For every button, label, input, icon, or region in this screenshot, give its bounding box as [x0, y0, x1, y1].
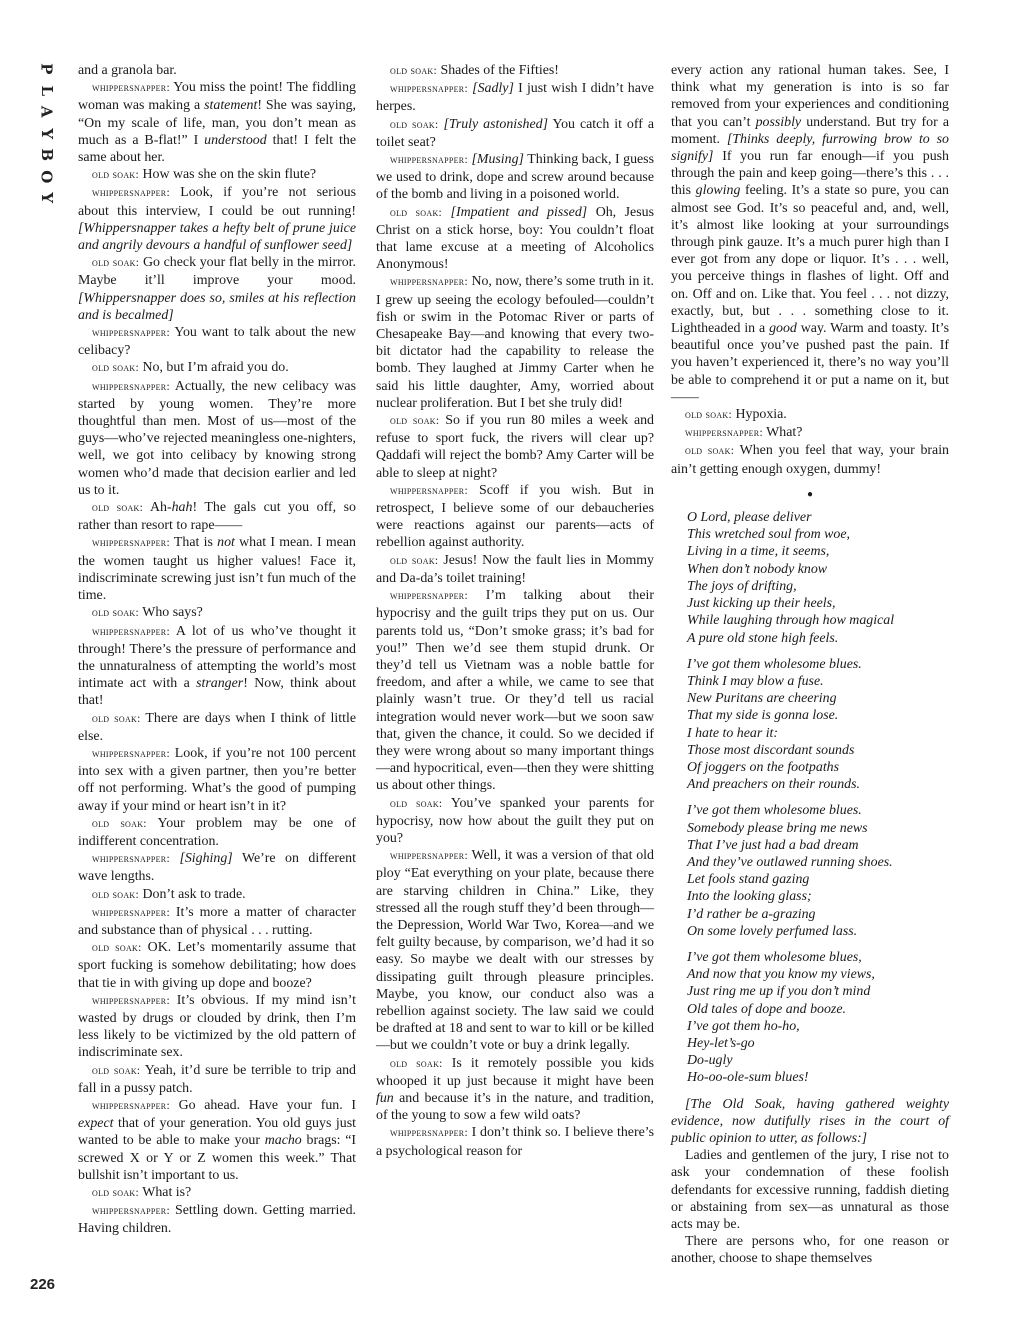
- speaker-label: old soak:: [92, 169, 139, 182]
- speaker-label: whippersnapper:: [92, 187, 170, 200]
- text-column-2: [376, 62, 654, 1160]
- paragraph: whippersnapper: Look, if you’re not serious about this interview, I could be out running! [Whippersnapper takes a hefty belt of prune juice and angrily devours a handful of sunflower seed]: [78, 185, 356, 254]
- poem-stanza: [687, 949, 949, 1087]
- paragraph: old soak: What is?: [92, 1185, 192, 1200]
- speaker-label: old soak:: [390, 415, 440, 428]
- poem-stanza: [687, 509, 949, 647]
- speaker-label: whippersnapper:: [390, 484, 468, 497]
- speaker-label: whippersnapper:: [92, 906, 170, 919]
- logo-letter: Y: [37, 192, 56, 204]
- speaker-label: whippersnapper:: [92, 994, 170, 1007]
- paragraph: old soak: Shades of the Fifties!: [390, 63, 559, 78]
- speaker-label: whippersnapper:: [92, 1205, 170, 1218]
- poem-stanza: [687, 802, 949, 940]
- speaker-label: old soak:: [92, 362, 139, 375]
- paragraph: whippersnapper: [Sighing] We’re on different wave lengths.: [78, 851, 356, 885]
- speaker-label: old soak:: [390, 797, 443, 810]
- paragraph: whippersnapper: Go ahead. Have your fun. I expect that of your generation. You old guys just wanted to be able to make your macho brags: “I screwed X or Y or Z women this week.” That bullshit isn’t important to us.: [78, 1097, 356, 1183]
- speaker-label: whippersnapper:: [92, 380, 170, 393]
- speaker-label: old soak:: [92, 1187, 139, 1199]
- poem-line: Think I may blow a fuse.: [687, 673, 824, 689]
- speaker-label: whippersnapper:: [92, 625, 170, 638]
- poem-line: I’d rather be a-grazing: [687, 906, 816, 922]
- speaker-label: whippersnapper:: [390, 850, 468, 863]
- paragraph: old soak: Yeah, it’d sure be terrible to trip and fall in a pussy patch.: [78, 1062, 356, 1096]
- poem-line: The joys of drifting,: [687, 578, 797, 594]
- paragraph: old soak: There are days when I think of little else.: [78, 710, 356, 744]
- speaker-label: whippersnapper:: [92, 1099, 170, 1112]
- paragraph: whippersnapper: It’s more a matter of character and substance than of physical . . . rutting.: [78, 904, 356, 938]
- section-bullet-icon: ●: [806, 488, 814, 500]
- poem-line: Do-ugly: [687, 1053, 733, 1069]
- speaker-label: whippersnapper:: [685, 427, 763, 440]
- logo-letter: P: [37, 63, 56, 75]
- paragraph: whippersnapper: A lot of us who’ve thought it through! There’s the pressure of performance and the unnaturalness of attempting the world’s most intimate act with a stranger! Now, think about that!: [78, 623, 356, 709]
- logo-letter: L: [37, 84, 56, 96]
- poem-line: Old tales of dope and booze.: [687, 1001, 846, 1017]
- poem-line: This wretched soul from woe,: [687, 527, 850, 543]
- speaker-label: old soak:: [390, 1057, 443, 1070]
- paragraph: old soak: Who says?: [92, 605, 203, 621]
- speaker-label: old soak:: [92, 607, 139, 620]
- poem-stanza: [687, 656, 949, 794]
- poem-line: Let fools stand gazing: [687, 872, 810, 888]
- speaker-label: whippersnapper:: [390, 276, 468, 289]
- speaker-label: whippersnapper:: [390, 1127, 468, 1140]
- poem-line: That I’ve just had a bad dream: [687, 837, 859, 853]
- speaker-label: old soak:: [92, 817, 147, 830]
- poem-line: I hate to hear it:: [687, 725, 779, 741]
- poem-line: Somebody please bring me news: [687, 820, 868, 836]
- poem: [687, 509, 949, 1087]
- speaker-label: old soak:: [92, 942, 142, 955]
- poem-line: I’ve got them wholesome blues,: [687, 949, 862, 965]
- speaker-label: whippersnapper:: [390, 590, 468, 603]
- speaker-label: whippersnapper:: [92, 82, 170, 95]
- logo-letter: O: [37, 169, 56, 183]
- paragraph: old soak: Ah-hah! The gals cut you off, so rather than resort to rape——: [78, 500, 357, 534]
- poem-line: Those most discordant sounds: [687, 742, 855, 758]
- paragraph: old soak: Hypoxia.: [685, 407, 787, 423]
- logo-letter: A: [37, 105, 56, 118]
- paragraph: whippersnapper: [Musing] Thinking back, I guess we used to drink, dope and screw around because of the bomb and living in a poisoned world.: [376, 152, 654, 203]
- paragraph: whippersnapper: Settling down. Getting married. Having children.: [78, 1203, 356, 1237]
- speaker-label: old soak:: [92, 1064, 141, 1077]
- paragraph: whippersnapper: What?: [685, 425, 803, 441]
- paragraph: old soak: OK. Let’s momentarily assume that sport fucking is somehow debilitating; how does that tie in with giving up dope and booze?: [78, 940, 357, 991]
- speaker-label: whippersnapper:: [92, 327, 170, 340]
- paragraph: whippersnapper: Look, if you’re not 100 percent into sex with a given partner, then you’re better off not performing. What’s the good of pumping away if your mind or heart isn’t in it?: [78, 745, 356, 814]
- paragraph: whippersnapper: It’s obvious. If my mind isn’t wasted by drugs or clouded by drink, then I’m less likely to be victimized by the old pattern of indiscriminate sex.: [78, 992, 356, 1061]
- paragraph: old soak: [Truly astonished] You catch it off a toilet seat?: [376, 116, 654, 150]
- paragraph: whippersnapper: [Sadly] I just wish I didn’t have herpes.: [376, 81, 654, 115]
- speaker-label: whippersnapper:: [92, 537, 170, 550]
- paragraph: whippersnapper: I’m talking about their hypocrisy and the guilt trips they put on us. Our parents told us, “Don’t smoke grass; it’s bad for you!” Then we’d see them stupid drunk. Or they’d tell us Vietnam was a noble battle for freedom, and after a while, we came to see that plainly wasn’t true. Or they’d tell us racial integration would never work—but we soon saw that, given the chance, it could. So we decided if they were wrong about so many important things—and hypocritical, even—then they were shitting us about other things.: [376, 588, 654, 794]
- paragraph: whippersnapper: Well, it was a version of that old ploy “Eat everything on your plate, because there are starving children in China.” Like, they stressed all the rough stuff they’d been through—the Depression, World War Two, Korea—and we felt guilty because, by comparison, we’d had it so easy. So maybe we dealt with our stresses by dissipating guilt through pleasure principles. Maybe, you know, our conduct also was a rebellion against society. The law said we could be drafted at 18 and sent to war to kill or be killed—but we couldn’t vote or buy a drink legally.: [376, 848, 654, 1054]
- paragraph: There are persons who, for one reason or another, choose to shape themselves: [671, 1234, 949, 1267]
- paragraph: old soak: Is it remotely possible you kids whooped it up just because it might have been fun and because it’s in the nature, and tradition, of the young to sow a few wild oats?: [376, 1055, 654, 1124]
- paragraph: old soak: So if you run 80 miles a week and refuse to sport fuck, the rivers will clear up? Qaddafi will reject the bomb? Amy Carter will be able to sleep at night?: [376, 413, 654, 481]
- poem-line: And they’ve outlawed running shoes.: [687, 854, 893, 870]
- poem-line: I’ve got them ho-ho,: [687, 1018, 800, 1034]
- poem-line: Hey-let’s-go: [687, 1035, 755, 1051]
- speaker-label: whippersnapper:: [92, 747, 170, 760]
- poem-line: I’ve got them wholesome blues.: [687, 803, 862, 819]
- paragraph: old soak: Jesus! Now the fault lies in Mommy and Da-da’s toilet training!: [376, 552, 655, 586]
- poem-line: O Lord, please deliver: [687, 510, 812, 526]
- poem-line: And now that you know my views,: [687, 967, 875, 983]
- speaker-label: old soak:: [390, 206, 443, 219]
- poem-line: Of joggers on the footpaths: [687, 759, 840, 775]
- paragraph: whippersnapper: You miss the point! The fiddling woman was making a statement! She was saying, “On my scale of life, man, you don’t mean as much as a B-flat!” I understood that! I felt the same about her.: [78, 80, 356, 166]
- poem-line: And preachers on their rounds.: [687, 777, 860, 793]
- poem-line: When don’t nobody know: [687, 561, 828, 577]
- speaker-label: old soak:: [92, 257, 140, 270]
- speaker-label: old soak:: [92, 712, 141, 725]
- paragraph: old soak: [Impatient and pissed] Oh, Jesus Christ on a stick horse, boy: You couldn’t float that lame excuse at a meeting of Alcoholics Anonymous!: [376, 204, 654, 273]
- paragraph: old soak: You’ve spanked your parents for hypocrisy, now how about the guilt they put on you?: [376, 795, 655, 846]
- speaker-label: whippersnapper:: [92, 853, 170, 866]
- paragraph: whippersnapper: I don’t think so. I believe there’s a psychological reason for: [376, 1125, 654, 1159]
- speaker-label: old soak:: [390, 554, 439, 567]
- paragraph: old soak: Don’t ask to trade.: [92, 886, 246, 902]
- text-column-3: [671, 62, 949, 1268]
- speaker-label: whippersnapper:: [390, 154, 468, 167]
- poem-line: A pure old stone high feels.: [687, 630, 839, 646]
- logo-letter: Y: [37, 127, 56, 139]
- paragraph: old soak: Your problem may be one of indifferent concentration.: [78, 815, 356, 849]
- paragraph: whippersnapper: That is not what I mean. I mean the women taught us higher values! Face it, indiscriminate screwing just isn’t fun much of the time.: [78, 535, 356, 604]
- speaker-label: old soak:: [390, 118, 439, 131]
- page-number: 226: [30, 1276, 56, 1293]
- paragraph: whippersnapper: You want to talk about the new celibacy?: [78, 325, 356, 359]
- poem-line: I’ve got them wholesome blues.: [687, 656, 862, 672]
- paragraph: Ladies and gentlemen of the jury, I rise not to ask your condemnation of these foolish defendants for excessive running, faddish dieting or abstaining from sex—as unnatural as those acts may be.: [671, 1148, 949, 1232]
- poem-line: Just kicking up their heels,: [687, 596, 836, 612]
- speaker-label: old soak:: [685, 409, 732, 422]
- speaker-label: old soak:: [92, 502, 144, 515]
- poem-line: Living in a time, it seems,: [687, 544, 830, 560]
- stage-direction: [The Old Soak, having gathered weighty evidence, now dutifully rises in the court of public opinion to utter, as follows:]: [671, 1096, 949, 1146]
- paragraph: old soak: Go check your flat belly in the mirror. Maybe it’ll improve your mood. [Whippersnapper does so, smiles at his reflection and is becalmed]: [78, 255, 356, 323]
- speaker-label: whippersnapper:: [390, 83, 468, 96]
- paragraph: every action any rational human takes. See, I think what my generation is into is so far removed from your experiences and conditioning that you can’t possibly understand. But try for a moment. [Thinks deeply, furrowing brow to so signify] If you run far enough—if you push through the pain and keep going—there’s this . . . this glowing feeling. It’s a state so pure, you can almost see God. It’s so peaceful and, and, well, it’s almost like looking at your surroundings through pink gauze. It’s a much purer high than I ever got from any dope or liquor. It’s . . . well, you perceive things in flashes of light. Off and on. Off and on. Like that. You feel . . . not dizzy, exactly, but, but . . . something close to it. Lightheaded in a good way. Warm and toasty. It’s beautiful once you’ve pushed past the pain. If you haven’t experienced it, there’s no way you’ll be able to comprehend it or put a name on it, but——: [671, 63, 950, 405]
- speaker-label: old soak:: [92, 888, 139, 901]
- poem-line: Into the looking glass;: [687, 889, 812, 905]
- magazine-logo: [30, 58, 62, 209]
- paragraph: old soak: When you feel that way, your brain ain’t getting enough oxygen, dummy!: [671, 443, 950, 477]
- paragraph: whippersnapper: Actually, the new celibacy was started by young women. They’re more thoughtful than men. Most of us—most of the guys—who’ve rejected meaningless one-nighters, well, we got into celibacy by knowing strong women who’d made that decision earlier and led us to it.: [78, 378, 356, 498]
- paragraph: whippersnapper: No, now, there’s some truth in it. I grew up seeing the ecology befouled—couldn’t fish or swim in the Potomac River or parts of Chesapeake Bay—and knowing that every two-bit dictator had the capability to release the bomb. They laughed at Jimmy Carter when he said his little daughter, Amy, worried about nuclear proliferation. But I bet she truly did!: [376, 274, 654, 411]
- speaker-label: old soak:: [390, 65, 437, 77]
- paragraph: whippersnapper: Scoff if you wish. But in retrospect, I believe some of our debaucheries were reactions against our parents—acts of rebellion against authority.: [376, 482, 654, 551]
- logo-letter: B: [37, 148, 56, 162]
- paragraph: and a granola bar.: [78, 63, 177, 78]
- paragraph: old soak: How was she on the skin flute?: [92, 167, 317, 183]
- paragraph: old soak: No, but I’m afraid you do.: [92, 360, 289, 376]
- poem-line: That my side is gonna lose.: [687, 708, 839, 724]
- poem-line: New Puritans are cheering: [687, 691, 837, 707]
- text-column-1: [78, 62, 356, 1238]
- poem-line: Just ring me up if you don’t mind: [687, 984, 871, 1000]
- poem-line: On some lovely perfumed lass.: [687, 923, 858, 939]
- speaker-label: old soak:: [685, 445, 735, 458]
- poem-line: While laughing through how magical: [687, 613, 895, 629]
- poem-line: Ho-oo-ole-sum blues!: [687, 1070, 809, 1086]
